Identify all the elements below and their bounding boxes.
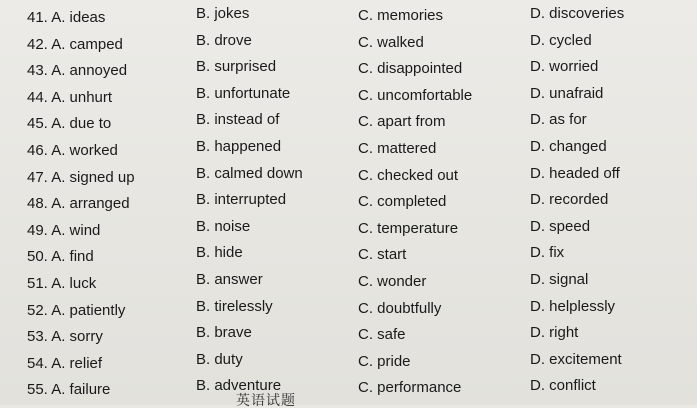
- option-a: 47. A. signed up: [27, 168, 135, 186]
- option-a: 50. A. find: [27, 248, 94, 266]
- question-row: [0, 164, 697, 191]
- option-b: B. surprised: [196, 58, 277, 76]
- option-b: B. drove: [196, 31, 252, 49]
- question-row: [0, 4, 697, 31]
- option-d: D. worried: [530, 58, 599, 76]
- option-d: D. changed: [530, 137, 607, 155]
- option-b: B. happened: [196, 137, 282, 155]
- answer-options-list: [0, 4, 697, 403]
- option-c: C. doubtfully: [358, 299, 442, 317]
- option-c: C. mattered: [358, 139, 437, 157]
- option-b: B. unfortunate: [196, 84, 291, 102]
- option-b: B. calmed down: [196, 164, 303, 182]
- page-footer-title: 英语试题: [236, 392, 296, 408]
- option-a: 54. A. relief: [27, 354, 103, 372]
- option-a: 51. A. luck: [27, 274, 97, 292]
- option-d: D. speed: [530, 217, 591, 235]
- option-d: D. headed off: [530, 164, 620, 182]
- option-d: D. as for: [530, 111, 587, 129]
- option-a: 46. A. worked: [27, 141, 118, 159]
- option-c: C. start: [358, 246, 407, 264]
- option-b: B. noise: [196, 217, 251, 235]
- option-d: D. helplessly: [530, 297, 616, 315]
- option-b: B. interrupted: [196, 191, 287, 209]
- option-c: C. pride: [358, 352, 411, 370]
- option-a: 44. A. unhurt: [27, 88, 113, 106]
- option-d: D. cycled: [530, 31, 592, 49]
- option-c: C. safe: [358, 326, 406, 344]
- question-row: [0, 217, 697, 244]
- question-row: [0, 323, 697, 350]
- option-c: C. wonder: [358, 272, 427, 290]
- question-row: [0, 84, 697, 111]
- option-d: D. signal: [530, 270, 589, 288]
- option-a: 53. A. sorry: [27, 328, 103, 346]
- option-c: C. walked: [358, 33, 424, 51]
- option-d: D. recorded: [530, 191, 609, 209]
- option-a: 43. A. annoyed: [27, 62, 128, 80]
- option-d: D. conflict: [530, 377, 596, 395]
- option-a: 49. A. wind: [27, 221, 101, 239]
- option-b: B. hide: [196, 244, 243, 262]
- option-c: C. temperature: [358, 219, 459, 237]
- option-a: 41. A. ideas: [27, 9, 106, 26]
- option-c: C. completed: [358, 193, 447, 211]
- question-row: [0, 376, 697, 403]
- option-d: D. unafraid: [530, 84, 604, 102]
- question-row: [0, 243, 697, 270]
- option-b: B. tirelessly: [196, 297, 273, 315]
- question-row: [0, 57, 697, 84]
- option-b: B. instead of: [196, 111, 280, 129]
- option-b: B. answer: [196, 270, 263, 288]
- option-b: B. jokes: [196, 5, 250, 22]
- option-b: B. brave: [196, 324, 252, 342]
- option-c: C. checked out: [358, 166, 459, 184]
- option-d: D. fix: [530, 244, 565, 262]
- question-row: [0, 137, 697, 164]
- question-row: [0, 190, 697, 217]
- question-row: [0, 270, 697, 297]
- option-b: B. duty: [196, 350, 243, 368]
- question-row: [0, 297, 697, 324]
- option-c: C. uncomfortable: [358, 86, 473, 104]
- option-d: D. right: [530, 324, 579, 342]
- option-d: D. discoveries: [530, 5, 625, 22]
- option-a: 45. A. due to: [27, 115, 112, 133]
- question-row: [0, 350, 697, 377]
- question-row: [0, 110, 697, 137]
- option-d: D. excitement: [530, 350, 622, 368]
- option-c: C. disappointed: [358, 60, 463, 78]
- option-c: C. memories: [358, 7, 444, 24]
- option-a: 52. A. patiently: [27, 301, 126, 319]
- option-c: C. performance: [358, 379, 462, 397]
- option-a: 42. A. camped: [27, 35, 123, 53]
- option-b: B. adventure: [196, 377, 282, 395]
- option-c: C. apart from: [358, 113, 446, 131]
- question-row: [0, 31, 697, 58]
- option-a: 48. A. arranged: [27, 195, 130, 213]
- option-a: 55. A. failure: [27, 381, 111, 399]
